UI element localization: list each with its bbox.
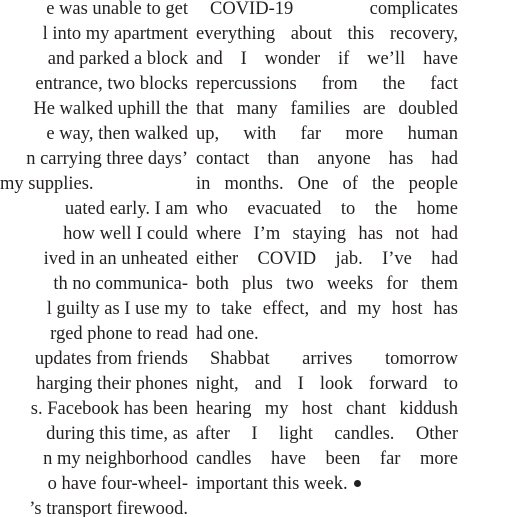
paragraph-line: had one. (196, 324, 259, 344)
paragraph-line: repercussions from the fact (196, 74, 458, 94)
left-line: He walked uphill the (33, 99, 188, 119)
paragraph-line: hearing my host chant kiddush (196, 399, 458, 419)
end-of-article-bullet-icon (354, 480, 361, 487)
left-line: e was unable to get (46, 0, 188, 19)
left-line: uated early. I am (64, 199, 188, 219)
paragraph-line: both plus two weeks for them (196, 274, 458, 294)
paragraph-shabbat (196, 347, 458, 497)
paragraph-line: contact than anyone has had (196, 149, 458, 169)
left-line: l into my apartment (42, 24, 188, 44)
paragraph-line-final (196, 472, 458, 497)
right-column (196, 0, 458, 497)
left-line: during this time, as (46, 424, 188, 444)
paragraph-line: in months. One of the people (196, 174, 458, 194)
paragraph-line: where I’m staying has not had (196, 224, 458, 244)
left-line: and parked a block (47, 49, 188, 69)
paragraph-line: to take effect, and my host has (196, 299, 458, 319)
left-line: rged phone to read (50, 324, 188, 344)
left-line: e way, then walked (46, 124, 188, 144)
left-line: how well I could (63, 224, 188, 244)
left-line: harging their phones (36, 374, 188, 394)
paragraph-line: after I light candles. Other (196, 424, 458, 444)
paragraph-line: up, with far more human (196, 124, 458, 144)
left-line: my supplies. (0, 174, 94, 194)
paragraph-covid (196, 0, 458, 347)
paragraph-line: that many families are doubled (196, 99, 458, 119)
left-line: n my neighborhood (43, 449, 188, 469)
paragraph-line: everything about this recovery, (196, 24, 458, 44)
paragraph-line: night, and I look forward to (196, 374, 458, 394)
left-line: l guilty as I use my (46, 299, 188, 319)
paragraph-line: and I wonder if we’ll have (196, 49, 458, 69)
paragraph-line: candles have been far more (196, 449, 458, 469)
left-line: s. Facebook has been (30, 399, 188, 419)
left-line: ived in an unheated (43, 249, 188, 269)
left-line: updates from friends (34, 349, 188, 369)
left-line: o have four-wheel- (47, 474, 188, 494)
left-line: n carrying three days’ (26, 149, 188, 169)
left-line: th no communica- (53, 274, 188, 294)
paragraph-line: who evacuated to the home (196, 199, 458, 219)
left-column-clip (0, 0, 188, 517)
paragraph-line: COVID-19 complicates (210, 0, 458, 19)
paragraph-line: either COVID jab. I’ve had (196, 249, 458, 269)
final-sentence: important this week. (196, 474, 348, 494)
left-column (0, 0, 188, 517)
left-line: entrance, two blocks (35, 74, 188, 94)
paragraph-line: Shabbat arrives tomorrow (210, 349, 458, 369)
left-line: ’s transport firewood. (29, 499, 188, 517)
